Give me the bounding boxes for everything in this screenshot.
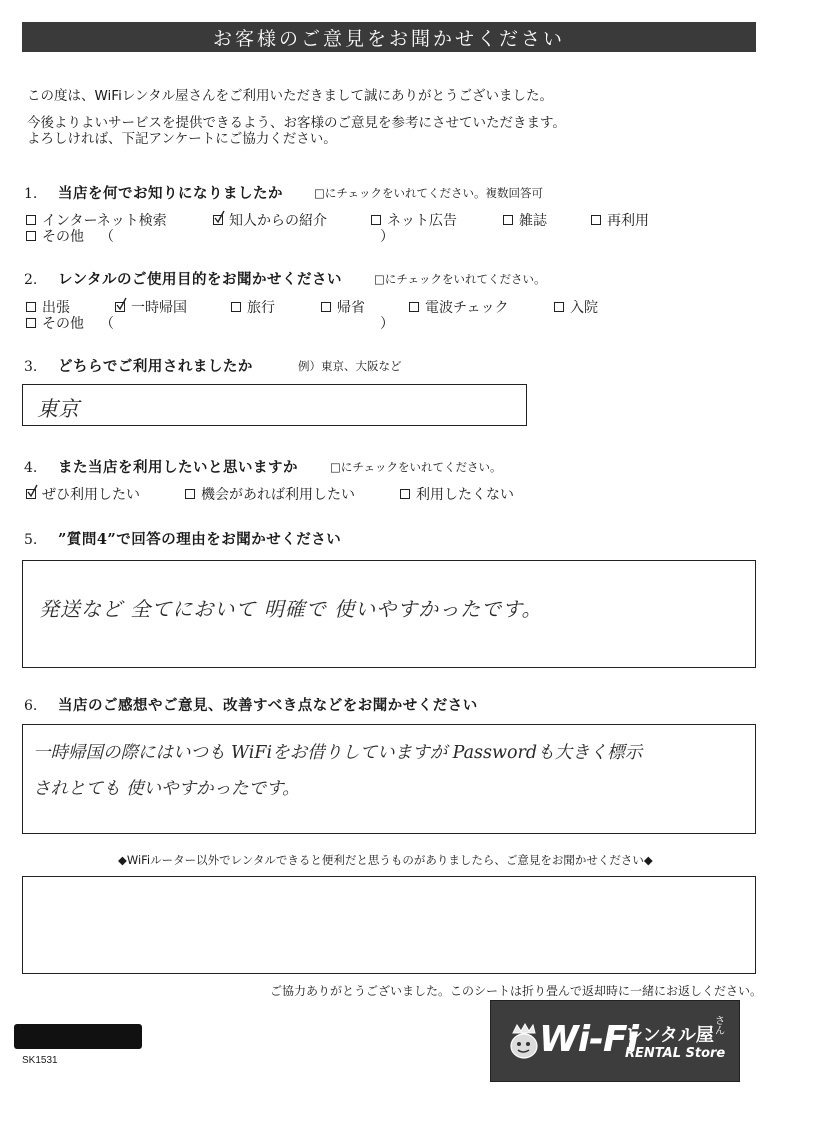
- check-mark-icon: [26, 484, 39, 499]
- option-label: 雑誌: [519, 213, 547, 229]
- q3-header: [24, 355, 253, 376]
- q6-answer-line-2: されとても 使いやすかったです。: [33, 779, 300, 799]
- intro-line-1: この度は、WiFiレンタル屋さんをご利用いただきまして誠にありがとうございました。: [27, 88, 553, 104]
- q4-note: [330, 459, 502, 475]
- q2-option-travel[interactable]: [231, 297, 275, 317]
- q2-title: レンタルのご使用目的をお聞かせください: [58, 271, 343, 288]
- page-title-banner: [22, 22, 756, 52]
- checkbox[interactable]: [371, 215, 381, 225]
- option-label: 再利用: [607, 213, 649, 229]
- checkbox[interactable]: [26, 318, 36, 328]
- q4-header: [24, 456, 298, 477]
- q4-option-no[interactable]: [400, 484, 514, 504]
- logo-wifi-text: Wi-Fi: [539, 1019, 638, 1060]
- q1-other-open: （: [100, 229, 114, 245]
- option-label: 入院: [570, 300, 598, 316]
- q4-note-text: にチェックをいれてください。: [340, 460, 502, 474]
- q2-option-other[interactable]: [26, 313, 84, 333]
- q1-option-reuse[interactable]: [591, 210, 649, 230]
- checkbox[interactable]: [321, 302, 331, 312]
- check-mark-icon: [213, 210, 226, 225]
- option-label: 電波チェック: [425, 300, 509, 316]
- brand-logo: [490, 1000, 740, 1082]
- checkbox[interactable]: [503, 215, 513, 225]
- logo-en-text: RENTAL Store: [625, 1046, 726, 1061]
- option-label: その他: [42, 316, 84, 332]
- q2-option-signal-check[interactable]: [409, 297, 509, 317]
- q1-option-magazine[interactable]: [503, 210, 547, 230]
- checkbox[interactable]: [554, 302, 564, 312]
- q6-number: 6.: [24, 698, 38, 714]
- checkbox[interactable]: [185, 489, 195, 499]
- q2-option-temp-return[interactable]: [115, 297, 187, 317]
- sheet-code: SK1531: [22, 1055, 58, 1066]
- option-label: 利用したくない: [416, 487, 514, 503]
- q1-header: [24, 182, 283, 203]
- intro-line-3: よろしければ、下記アンケートにご協力ください。: [27, 131, 337, 147]
- option-label: 出張: [42, 300, 70, 316]
- q3-example: 例）東京、大阪など: [298, 359, 402, 373]
- logo-san-text: さん: [715, 1016, 725, 1037]
- q2-note-box: □: [374, 272, 385, 286]
- checkbox[interactable]: [231, 302, 241, 312]
- q1-note: [314, 185, 543, 201]
- option-label: その他: [42, 229, 84, 245]
- q3-answer-field[interactable]: [22, 384, 527, 426]
- thanks-message: ご協力ありがとうございました。このシートは折り畳んで返却時に一緒にお返しください。: [270, 984, 763, 998]
- option-label: 一時帰国: [131, 300, 187, 316]
- q3-number: 3.: [24, 359, 38, 375]
- q4-title: また当店を利用したいと思いますか: [58, 459, 298, 476]
- q2-number: 2.: [24, 272, 38, 288]
- q2-option-hospital[interactable]: [554, 297, 598, 317]
- checkbox-checked[interactable]: [26, 489, 36, 499]
- q2-header: [24, 268, 342, 289]
- option-label: 知人からの紹介: [229, 213, 327, 229]
- q2-option-homecoming[interactable]: [321, 297, 365, 317]
- q6-title: 当店のご感想やご意見、改善すべき点などをお聞かせください: [58, 697, 478, 714]
- checkbox-checked[interactable]: [115, 302, 125, 312]
- option-label: インターネット検索: [42, 213, 167, 229]
- checkbox[interactable]: [26, 215, 36, 225]
- redacted-block: [14, 1024, 142, 1049]
- q4-option-if-opportunity[interactable]: [185, 484, 355, 504]
- checkbox[interactable]: [26, 231, 36, 241]
- q2-other-open: （: [100, 316, 114, 332]
- check-mark-icon: [115, 297, 128, 312]
- checkbox[interactable]: [409, 302, 419, 312]
- checkbox-checked[interactable]: [213, 215, 223, 225]
- option-label: ぜひ利用したい: [42, 487, 140, 503]
- q5-header: [24, 528, 341, 549]
- q4-option-definitely[interactable]: [26, 484, 140, 504]
- q7-prompt: ◆WiFiルーター以外でレンタルできると便利だと思うものがありましたら、ご意見をお聞かせください◆: [118, 853, 653, 867]
- page-title: お客様のご意見をお聞かせください: [212, 27, 565, 50]
- q2-note-text: にチェックをいれてください。: [384, 272, 546, 286]
- checkbox[interactable]: [400, 489, 410, 499]
- q3-answer-text: 東京: [37, 397, 79, 421]
- q1-option-referral[interactable]: [213, 210, 327, 230]
- q5-number: 5.: [24, 532, 38, 548]
- q5-answer-text: 発送など 全てにおいて 明確で 使いやすかったです。: [39, 597, 543, 621]
- q7-answer-field[interactable]: [22, 876, 756, 974]
- intro-line-2: 今後よりよいサービスを提供できるよう、お客様のご意見を参考にさせていただきます。: [27, 115, 566, 131]
- q1-option-other[interactable]: [26, 226, 84, 246]
- option-label: 機会があれば利用したい: [201, 487, 355, 503]
- q4-note-box: □: [330, 460, 341, 474]
- q1-number: 1.: [24, 186, 38, 202]
- q6-answer-line-1: 一時帰国の際にはいつも WiFiをお借りしていますが Passwordも大きく標示: [33, 743, 643, 763]
- q2-note: [374, 271, 546, 287]
- mascot-icon: [507, 1023, 539, 1061]
- q6-answer-field[interactable]: [22, 724, 756, 834]
- q6-header: [24, 694, 478, 715]
- q1-title: 当店を何でお知りになりましたか: [58, 185, 283, 202]
- q1-note-text: にチェックをいれてください。複数回答可: [324, 186, 544, 200]
- q3-title: どちらでご利用されましたか: [58, 358, 253, 375]
- option-label: ネット広告: [387, 213, 457, 229]
- q1-other-close: ）: [380, 229, 394, 245]
- logo-jp-text: レンタル屋: [625, 1025, 714, 1046]
- q5-answer-field[interactable]: [22, 560, 756, 668]
- q1-note-box: □: [314, 186, 325, 200]
- option-label: 旅行: [247, 300, 275, 316]
- checkbox[interactable]: [26, 302, 36, 312]
- option-label: 帰省: [337, 300, 365, 316]
- q2-other-close: ）: [380, 316, 394, 332]
- q4-number: 4.: [24, 460, 38, 476]
- q5-title: ”質問4”で回答の理由をお聞かせください: [58, 531, 342, 548]
- checkbox[interactable]: [591, 215, 601, 225]
